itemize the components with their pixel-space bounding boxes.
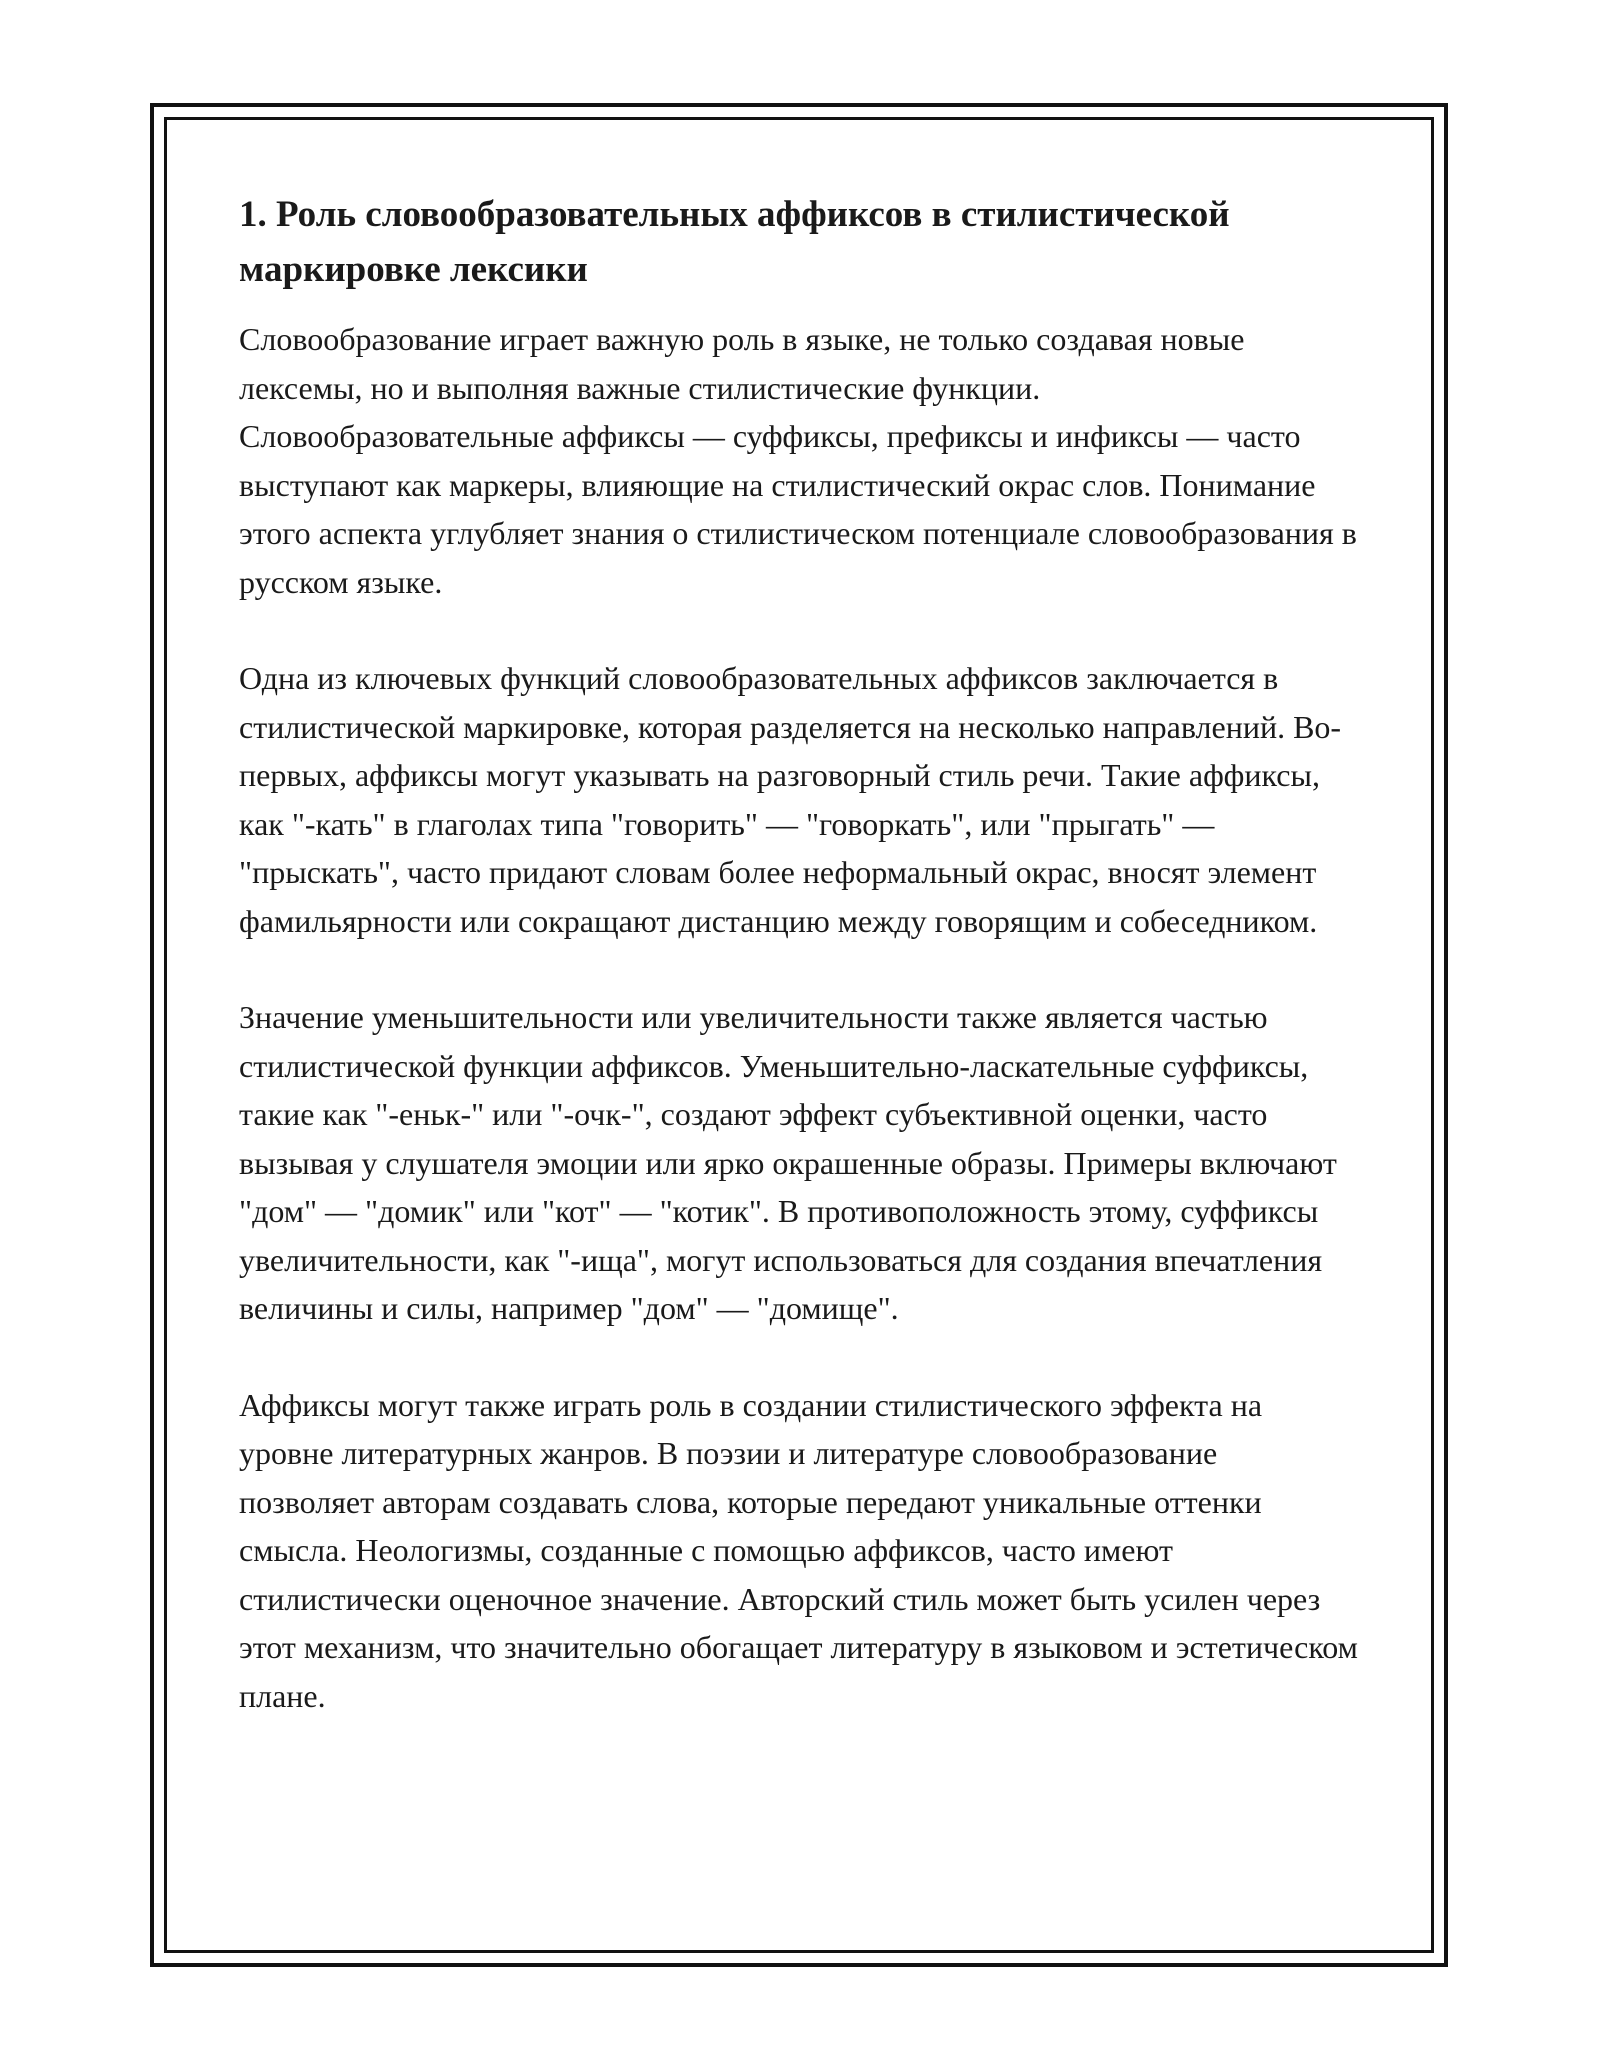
page-title: 1. Роль словообразовательных аффиксов в стилистической маркировке лексики	[239, 194, 1230, 290]
paragraph-1: Словообразование играет важную роль в языке, не только создавая новые лексемы, но и выполняя важные стилистические функции. Словообразовательные аффиксы — суффиксы, префиксы и инфиксы — часто выступают как маркеры, влияющие на стилистический окрас слов. Понимание этого аспекта углубляет знания о стилистическом потенциале словообразования в русском языке.	[239, 321, 1357, 600]
paragraph-4: Аффиксы могут также играть роль в создании стилистического эффекта на уровне литературных жанров. В поэзии и литературе словообразование позволяет авторам создавать слова, которые передают уникальные оттенки смысла. Неологизмы, созданные с помощью аффиксов, часто имеют стилистически оценочное значение. Авторский стиль может быть усилен через этот механизм, что значительно обогащает литературу в языковом и эстетическом плане.	[239, 1386, 1358, 1714]
page-border-outer	[150, 103, 1448, 1967]
paragraph-3: Значение уменьшительности или увеличительности также является частью стилистической функции аффиксов. Уменьшительно-ласкательные суффиксы, такие как "-еньк-" или "-очк-", создают эффект субъективной оценки, часто вызывая у слушателя эмоции или ярко окрашенные образы. Примеры включают "дом" — "домик" или "кот" — "котик". В противоположность этому, суффиксы увеличительности, как "-ища", могут использоваться для создания впечатления величины и силы, например "дом" — "домище".	[239, 999, 1337, 1326]
document-body	[239, 187, 1359, 1768]
paragraph-2: Одна из ключевых функций словообразовательных аффиксов заключается в стилистической маркировке, которая разделяется на несколько направлений. Во-первых, аффиксы могут указывать на разговорный стиль речи. Такие аффиксы, как "-кать" в глаголах типа "говорить" — "говоркать", или "прыгать" — "прыскать", часто придают словам более неформальный окрас, вносят элемент фамильярности или сокращают дистанцию между говорящим и собеседником.	[239, 660, 1342, 939]
